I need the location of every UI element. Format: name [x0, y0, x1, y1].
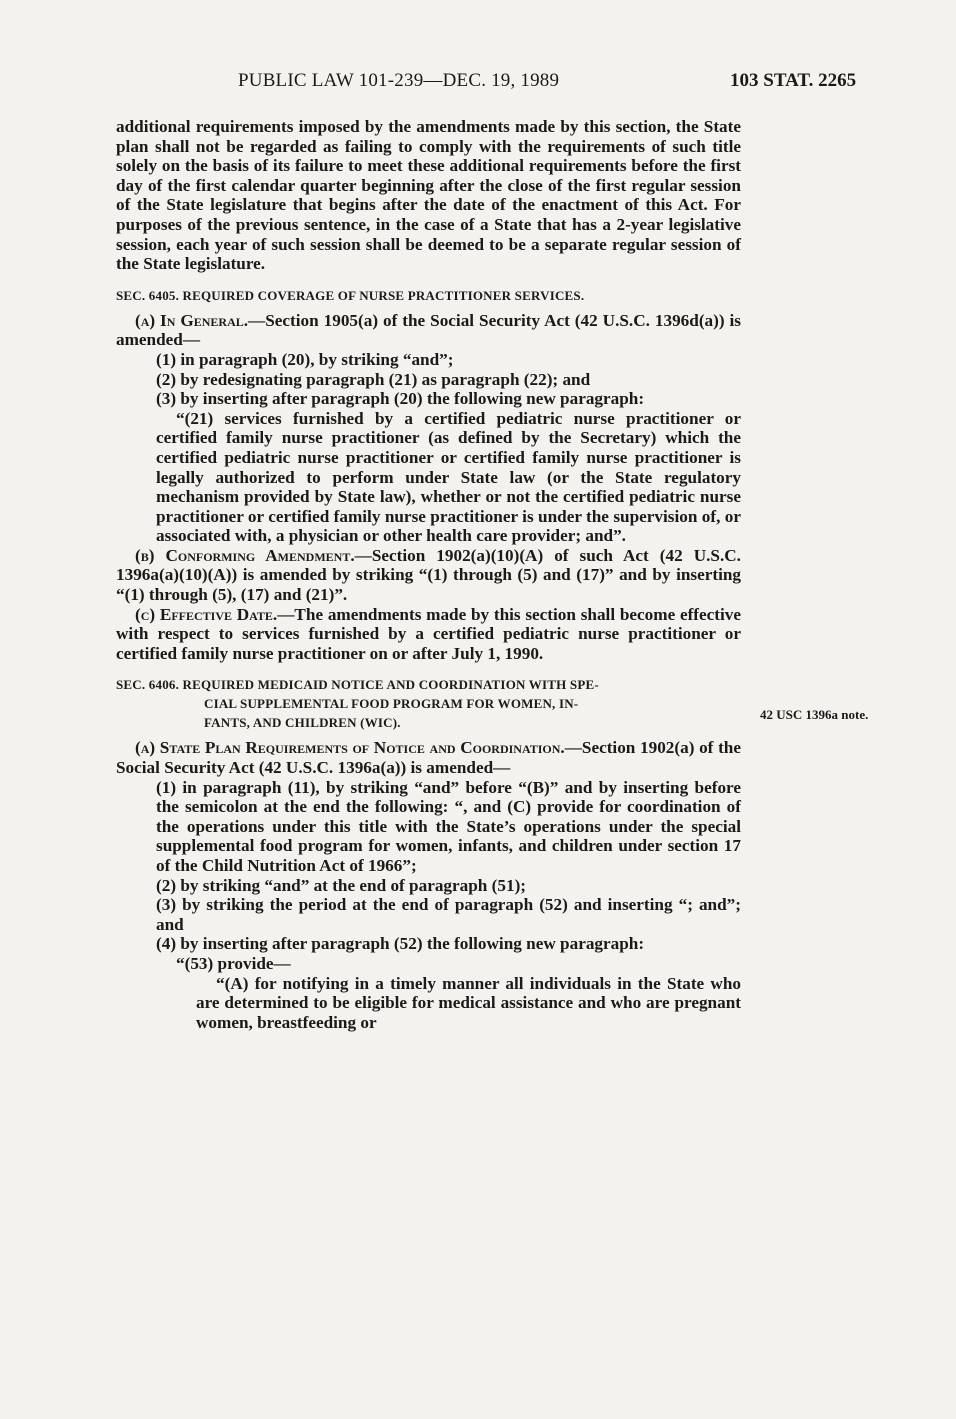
paragraph-s4: (4) by inserting after paragraph (52) the following new paragraph:	[156, 934, 645, 954]
subsection-c-label: (c) Effective Date.	[135, 604, 278, 624]
paragraph-s2: (2) by striking “and” at the end of paragraph (51);	[156, 875, 527, 895]
subsection-6406-a-text: —Section 1902(a) of the Social Security Act (42 U.S.C. 1396a(a)) is amended—	[116, 738, 741, 778]
margin-note: 42 USC 1396a note.	[760, 707, 869, 722]
section-heading-6405: SEC. 6405. REQUIRED COVERAGE OF NURSE PRACTITIONER SERVICES.	[116, 287, 585, 303]
quoted-subparagraph-A: “(A) for notifying in a timely manner all individuals in the State who are determined to be eligible for medical assistance and who are pregnant women, breastfeeding or	[196, 973, 741, 1032]
section-heading-6406-line1: SEC. 6406. REQUIRED MEDICAID NOTICE AND COORDINATION WITH SPE-	[116, 677, 599, 693]
section-heading-6406-line2: CIAL SUPPLEMENTAL FOOD PROGRAM FOR WOMEN, IN-	[204, 696, 579, 712]
paragraph-a1: (1) in paragraph (20), by striking “and”;	[156, 349, 454, 369]
subsection-a-text: —Section 1905(a) of the Social Security Act (42 U.S.C. 1396d(a)) is amended—	[116, 310, 741, 350]
subsection-c	[116, 605, 741, 664]
quoted-paragraph-53: “(53) provide—	[176, 953, 291, 973]
paragraph-s1: (1) in paragraph (11), by striking “and” before “(B)” and by inserting before the semicolon at the end the following: “, and (C) provide for coordination of the operations under this title with the State’s operations under the special supplemental food program for women, infants, and children under section 17 of the Child Nutrition Act of 1966”;	[156, 777, 741, 875]
page-header-title: PUBLIC LAW 101-239—DEC. 19, 1989	[238, 70, 560, 91]
paragraph-continuation: additional requirements imposed by the amendments made by this section, the State plan shall not be regarded as failing to comply with the requirements of such title solely on the basis of its failure to meet these additional requirements before the first day of the first calendar quarter beginning after the close of the first regular session of the State legislature that begins after the date of the enactment of this Act. For purposes of the previous sentence, in the case of a State that has a 2-year legislative session, each year of such session shall be deemed to be a separate regular session of the State legislature.	[116, 117, 741, 274]
paragraph-s3: (3) by striking the period at the end of paragraph (52) and inserting “; and”; and	[156, 895, 741, 934]
subsection-b-text: —Section 1902(a)(10)(A) of such Act (42 U.S.C. 1396a(a)(10)(A)) is amended by striking “(1) through (5) and (17)” and by inserting “(1) through (5), (17) and (21)”.	[116, 545, 741, 605]
subsection-c-text: —The amendments made by this section shall become effective with respect to services furnished by a certified pediatric nurse practitioner or certified family nurse practitioner on or after July 1, 1990.	[116, 604, 741, 663]
quoted-paragraph-21: “(21) services furnished by a certified pediatric nurse practitioner or certified family nurse practitioner (as defined by the Secretary) which the certified pediatric nurse practitioner or certified family nurse practitioner is legally authorized to perform under State law (or the State regulatory mechanism provided by State law), whether or not the certified pediatric nurse practitioner or certified family nurse practitioner is under the supervision of, or associated with, a physician or other health care provider; and”.	[156, 408, 741, 546]
page-header-stat: 103 STAT. 2265	[730, 70, 857, 91]
paragraph-a2: (2) by redesignating paragraph (21) as paragraph (22); and	[156, 369, 591, 389]
subsection-6406-a-label: (a) State Plan Requirements of Notice and Coordination.	[135, 738, 565, 758]
document-body	[116, 117, 741, 1032]
subsection-b-label: (b) Conforming Amendment.	[135, 545, 355, 565]
subsection-b	[116, 546, 741, 605]
section-heading-6406	[116, 675, 741, 732]
subsection-a	[116, 311, 741, 350]
paragraph-a3: (3) by inserting after paragraph (20) the following new paragraph:	[156, 389, 645, 409]
subsection-a-label: (a) In General.	[135, 310, 249, 330]
subsection-6406-a	[116, 738, 741, 777]
section-heading-6406-line3: FANTS, AND CHILDREN (WIC).	[204, 715, 401, 731]
